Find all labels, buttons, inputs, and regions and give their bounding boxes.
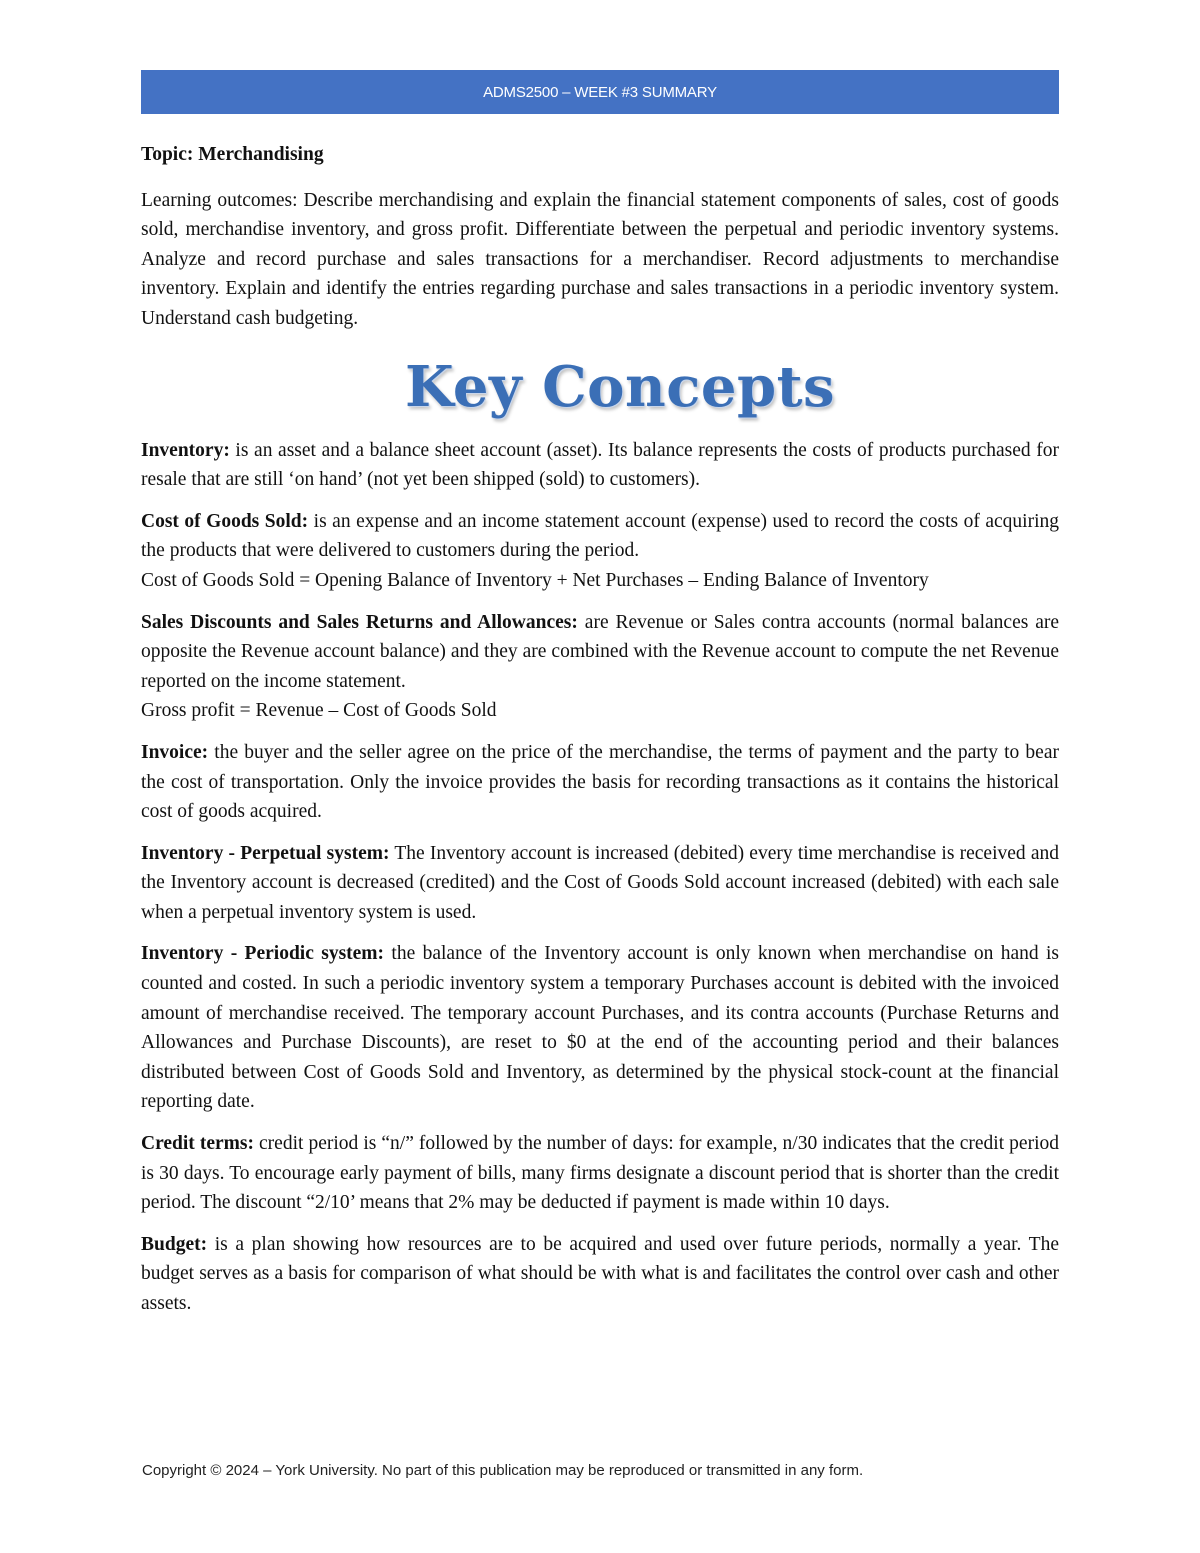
gross-profit-formula: Gross profit = Revenue – Cost of Goods Sold bbox=[141, 700, 497, 722]
document-title: ADMS2500 – WEEK #3 SUMMARY bbox=[483, 83, 717, 101]
learning-outcomes: Learning outcomes: Describe merchandising and explain the financial statement components of sales, cost of goods sold, merchandise inventory, and gross profit. Differentiate between the perpetual and periodic inventory systems. Analyze and record purchase and sales transactions for a merchandiser. Record adjustments to merchandise inventory. Explain and identify the entries regarding purchase and sales transactions in a periodic inventory system. Understand cash budgeting. bbox=[141, 189, 1059, 329]
concept-term: Sales Discounts and Sales Returns and Allowances: bbox=[141, 611, 578, 633]
concept-definition bbox=[141, 608, 1059, 697]
concept-inventory bbox=[141, 436, 1059, 495]
concept-invoice bbox=[141, 738, 1059, 827]
topic-heading: Topic: Merchandising bbox=[141, 144, 324, 165]
concept-term: Inventory - Periodic system: bbox=[141, 943, 385, 965]
concept-term: Inventory: bbox=[141, 439, 230, 461]
concept-periodic-system bbox=[141, 939, 1059, 1117]
concept-text: the balance of the Inventory account is only known when merchandise on hand is counted and costed. In such a periodic inventory system a temporary Purchases account is debited with the invoiced amount of merchandise received. The temporary account Purchases, and its contra accounts (Purchase Returns and Allowances and Purchase Discounts), are reset to $0 at the end of the accounting period and their balances distributed between Cost of Goods Sold and Inventory, as determined by the physical stock-count at the financial reporting date. bbox=[141, 943, 1059, 1113]
key-concepts-heading: Key Concepts bbox=[404, 353, 836, 420]
concept-perpetual-system bbox=[141, 839, 1059, 928]
document-body bbox=[141, 140, 1059, 1331]
concept-text: is a plan showing how resources are to be acquired and used over future periods, normally a year. The budget serves as a basis for comparison of what should be with what is and facilitates the control over cash and other assets. bbox=[141, 1233, 1059, 1314]
copyright-footer: Copyright © 2024 – York University. No part of this publication may be reproduced or transmitted in any form. bbox=[142, 1462, 864, 1479]
concept-term: Credit terms: bbox=[141, 1133, 254, 1155]
concept-term: Budget: bbox=[141, 1233, 208, 1255]
header-bar bbox=[141, 70, 1059, 114]
concept-text: the buyer and the seller agree on the price of the merchandise, the terms of payment and the party to bear the cost of transportation. Only the invoice provides the basis for recording transactions as it contains the historical cost of goods acquired. bbox=[141, 741, 1059, 823]
concept-sales-discounts bbox=[141, 608, 1059, 726]
concept-text: credit period is “n/” followed by the number of days: for example, n/30 indicates that the credit period is 30 days. To encourage early payment of bills, many firms designate a discount period that is shorter than the credit period. The discount “2/10’ means that 2% may be deducted if payment is made within 10 days. bbox=[141, 1133, 1059, 1214]
concept-text: is an asset and a balance sheet account (asset). Its balance represents the costs of products purchased for resale that are still ‘on hand’ (not yet been shipped (sold) to customers). bbox=[141, 439, 1059, 491]
cogs-formula: Cost of Goods Sold = Opening Balance of Inventory + Net Purchases – Ending Balance of Inventory bbox=[141, 569, 929, 591]
concept-text: is an expense and an income statement account (expense) used to record the costs of acquiring the products that were delivered to customers during the period. bbox=[141, 510, 1059, 562]
concept-credit-terms bbox=[141, 1129, 1059, 1218]
concept-cogs bbox=[141, 507, 1059, 596]
concept-term: Inventory - Perpetual system: bbox=[141, 842, 390, 864]
concept-term: Cost of Goods Sold: bbox=[141, 510, 309, 532]
concept-budget bbox=[141, 1230, 1059, 1319]
concept-definition bbox=[141, 507, 1059, 566]
concept-term: Invoice: bbox=[141, 741, 209, 763]
concept-text: The Inventory account is increased (debited) every time merchandise is received and the Inventory account is decreased (credited) and the Cost of Goods Sold account increased (debited) with each sale when a perpetual inventory system is used. bbox=[141, 842, 1060, 923]
concept-text: are Revenue or Sales contra accounts (normal balances are opposite the Revenue account balance) and they are combined with the Revenue account to compute the net Revenue reported on the income statement. bbox=[141, 611, 1060, 692]
